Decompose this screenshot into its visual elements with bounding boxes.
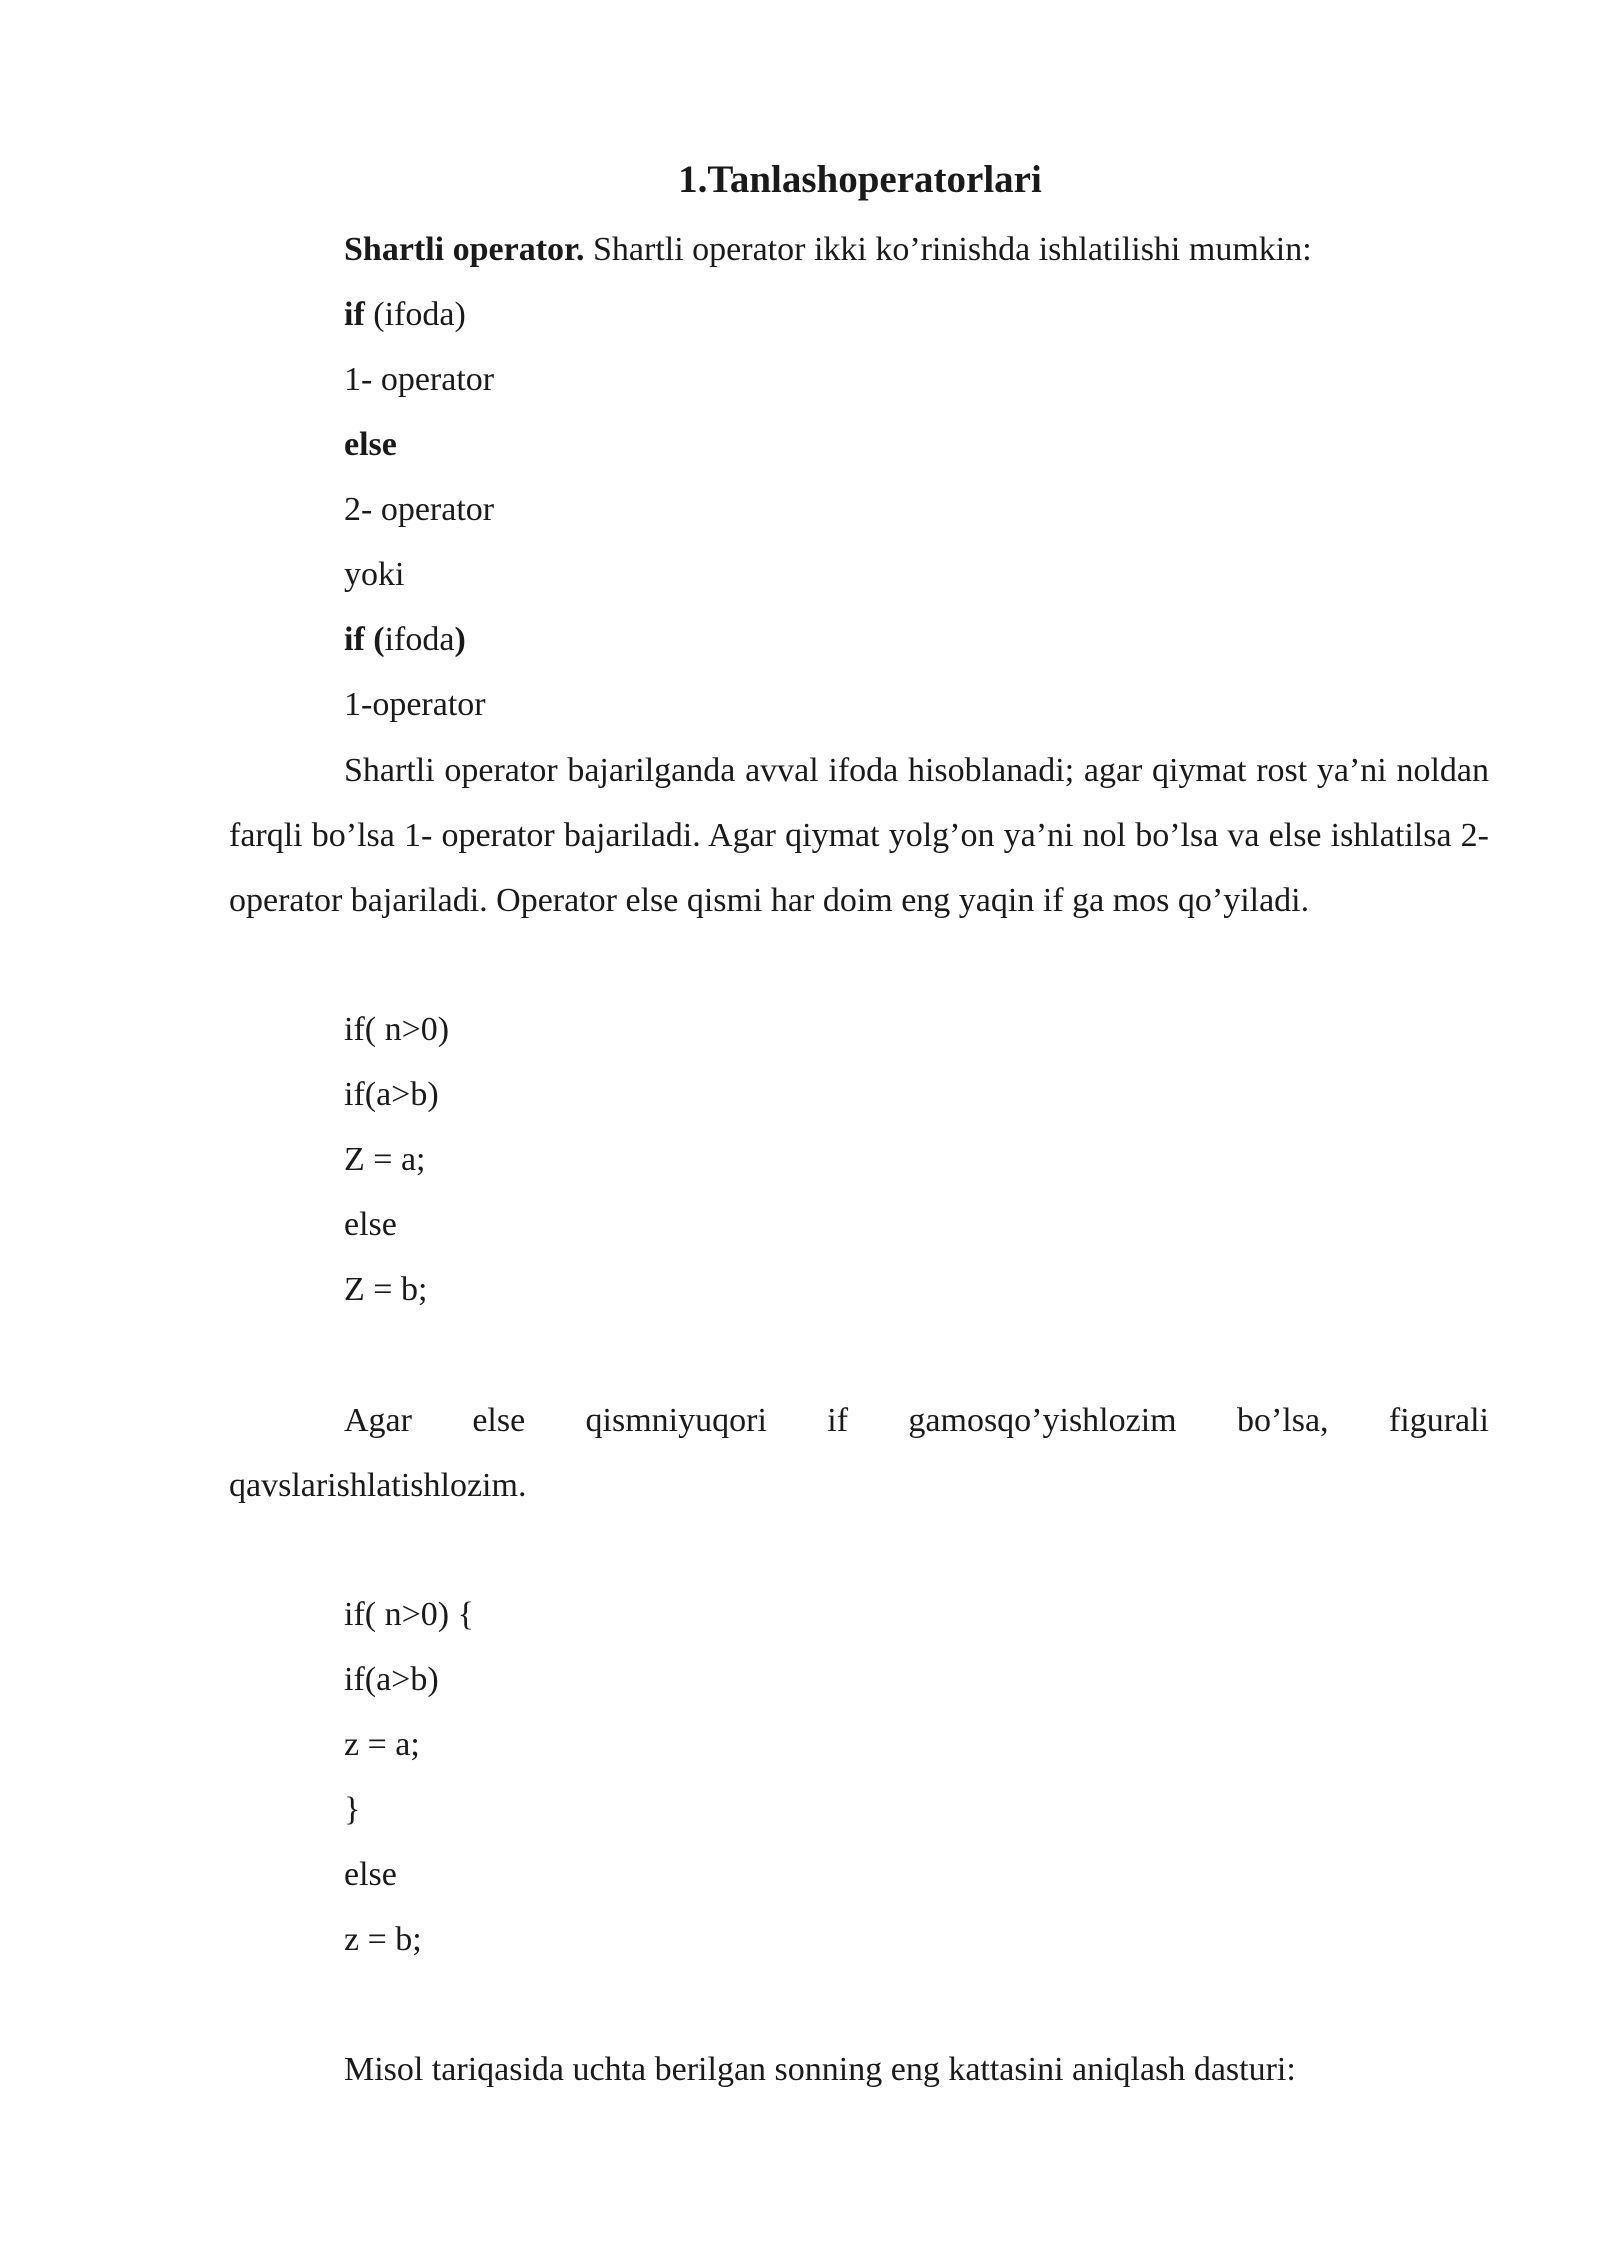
intro-text: Shartli operator ikki ko’rinishda ishlatilishi mumkin:: [584, 231, 1312, 268]
keyword-if: if: [344, 296, 365, 333]
syntax-if-condition: (ifoda): [364, 296, 466, 333]
keyword-if-2: if (: [344, 621, 385, 658]
code-line: if(a>b): [344, 1661, 439, 1698]
syntax-if-line: [344, 293, 466, 337]
code-line: else: [344, 1206, 397, 1243]
syntax-if2-condition: ifoda: [384, 621, 455, 658]
code-line: }: [344, 1791, 361, 1828]
keyword-else: else: [344, 426, 397, 463]
code-line: Z = b;: [344, 1271, 428, 1308]
code-line: if( n>0): [344, 1011, 450, 1048]
syntax-if2-close: ): [454, 621, 466, 658]
paragraph-explanation: Shartli operator bajarilganda avval ifoda hisoblanadi; agar qiymat rost ya’ni noldan farqli bo’lsa 1- operator bajariladi. Agar qiymat yolg’on ya’ni nol bo’lsa va else ishlatilsa 2-operator bajariladi. Operator else qismi har doim eng yaqin if ga mos qo’yiladi.: [229, 752, 1489, 919]
intro-line: [344, 228, 1312, 272]
code-line: z = b;: [344, 1921, 422, 1958]
intro-bold-term: Shartli operator.: [344, 231, 585, 268]
page-title: 1.Tanlashoperatorlari: [678, 158, 1042, 201]
syntax-if2-line: [344, 618, 466, 662]
code-line: if( n>0) {: [344, 1596, 474, 1633]
code-line: else: [344, 1856, 397, 1893]
code-line: z = a;: [344, 1726, 420, 1763]
code-line: Z = a;: [344, 1141, 426, 1178]
paragraph-braces: Agar else qismniyuqori if gamosqo’yishlozim bo’lsa, figurali qavslarishlatishlozim.: [229, 1402, 1489, 1504]
paragraph-example-intro: Misol tariqasida uchta berilgan sonning eng kattasini aniqlash dasturi:: [344, 2051, 1296, 2088]
syntax-yoki: yoki: [344, 556, 405, 593]
syntax-operator-1: 1- operator: [344, 361, 495, 398]
syntax-operator-2: 2- operator: [344, 491, 495, 528]
syntax-operator-1b: 1-operator: [344, 686, 486, 723]
code-line: if(a>b): [344, 1076, 439, 1113]
